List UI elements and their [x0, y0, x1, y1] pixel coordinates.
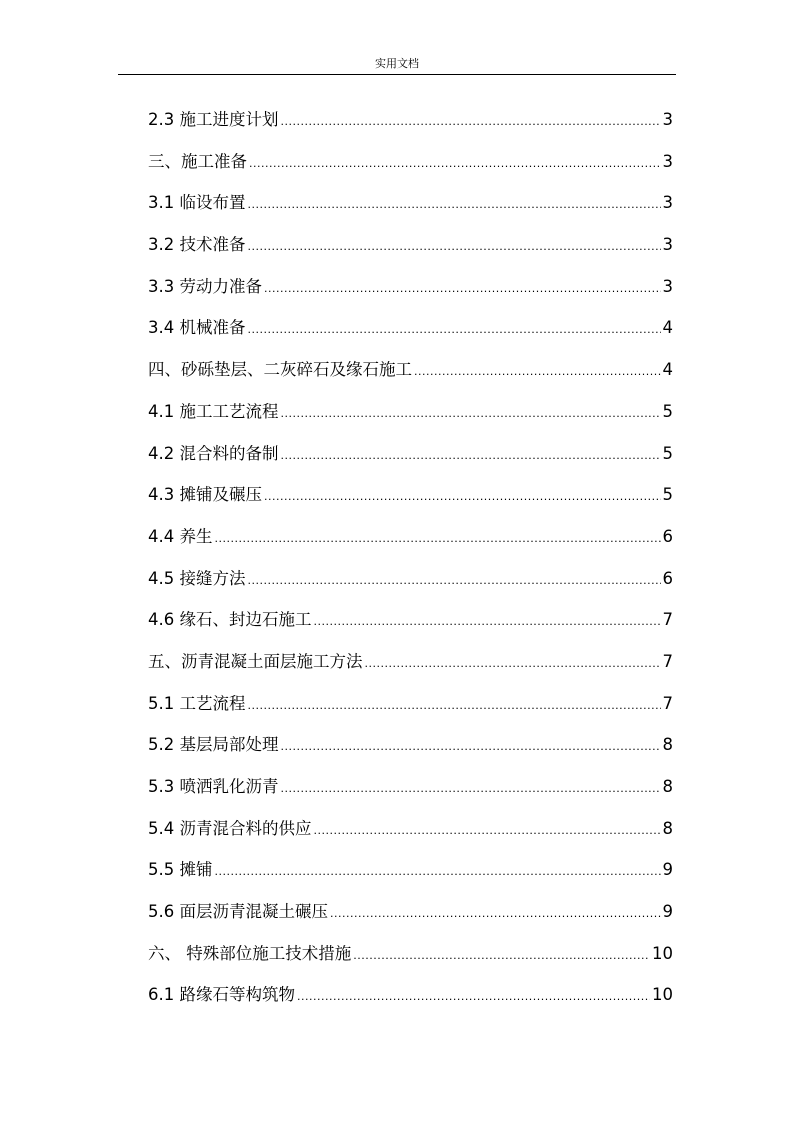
- toc-dot-leader: [215, 851, 661, 893]
- toc-entry[interactable]: [148, 391, 673, 433]
- toc-entry-page: 4: [662, 318, 673, 338]
- toc-dot-leader: [248, 560, 661, 602]
- toc-entry-page: 10: [652, 985, 673, 1005]
- toc-entry[interactable]: [148, 307, 673, 349]
- toc-entry[interactable]: [148, 99, 673, 141]
- toc-entry-label: 4.4 养生: [148, 526, 213, 546]
- toc-entry-label: 4.6 缘石、封边石施工: [148, 610, 312, 630]
- toc-entry-page: 8: [662, 818, 673, 838]
- toc-dot-leader: [314, 601, 661, 643]
- page-header: [118, 56, 676, 75]
- toc-dot-leader: [248, 184, 661, 226]
- toc-entry-page: 6: [662, 568, 673, 588]
- toc-entry[interactable]: [148, 433, 673, 475]
- toc-entry-page: 4: [662, 360, 673, 380]
- toc-entry-label: 3.3 劳动力准备: [148, 276, 262, 296]
- toc-entry[interactable]: [148, 599, 673, 641]
- toc-entry-label: 6.1 路缘石等构筑物: [148, 985, 295, 1005]
- toc-entry-page: 9: [662, 860, 673, 880]
- toc-entry-page: 3: [662, 193, 673, 213]
- toc-dot-leader: [414, 351, 661, 393]
- toc-entry-page: 5: [662, 485, 673, 505]
- toc-entry[interactable]: [148, 474, 673, 516]
- toc-dot-leader: [297, 976, 650, 1018]
- toc-entry-page: 7: [662, 693, 673, 713]
- toc-dot-leader: [264, 476, 661, 518]
- header-title: 实用文档: [375, 57, 419, 70]
- toc-dot-leader: [314, 810, 661, 852]
- toc-entry-page: 8: [662, 735, 673, 755]
- toc-entry-label: 4.3 摊铺及碾压: [148, 485, 262, 505]
- table-of-contents: [148, 99, 673, 1016]
- toc-entry-page: 5: [662, 401, 673, 421]
- toc-entry[interactable]: [148, 974, 673, 1016]
- toc-entry-label: 5.4 沥青混合料的供应: [148, 818, 312, 838]
- toc-entry-label: 4.2 混合料的备制: [148, 443, 279, 463]
- toc-dot-leader: [330, 893, 661, 935]
- toc-entry[interactable]: [148, 808, 673, 850]
- toc-entry-label: 2.3 施工进度计划: [148, 110, 279, 129]
- toc-entry[interactable]: [148, 182, 673, 224]
- toc-dot-leader: [281, 101, 661, 143]
- toc-entry-label: 3.1 临设布置: [148, 193, 246, 213]
- toc-dot-leader: [215, 518, 661, 560]
- toc-entry-label: 五、沥青混凝土面层施工方法: [148, 651, 363, 671]
- toc-entry-label: 5.6 面层沥青混凝土碾压: [148, 902, 328, 922]
- toc-dot-leader: [281, 393, 661, 435]
- toc-entry-label: 5.1 工艺流程: [148, 693, 246, 713]
- toc-entry[interactable]: [148, 891, 673, 933]
- toc-entry-label: 四、砂砾垫层、二灰碎石及缘石施工: [148, 360, 412, 380]
- toc-entry-page: 3: [662, 151, 673, 171]
- toc-entry[interactable]: [148, 683, 673, 725]
- toc-entry-page: 9: [662, 902, 673, 922]
- toc-entry-label: 3.2 技术准备: [148, 235, 246, 255]
- toc-dot-leader: [264, 268, 661, 310]
- toc-entry-label: 5.3 喷洒乳化沥青: [148, 777, 279, 796]
- toc-entry[interactable]: [148, 349, 673, 391]
- toc-entry[interactable]: [148, 558, 673, 600]
- toc-entry[interactable]: [148, 266, 673, 308]
- toc-entry-page: 6: [662, 526, 673, 546]
- toc-dot-leader: [281, 768, 661, 810]
- toc-dot-leader: [281, 726, 661, 768]
- toc-entry[interactable]: [148, 849, 673, 891]
- toc-dot-leader: [353, 935, 650, 977]
- toc-entry-page: 3: [662, 110, 673, 129]
- toc-entry-page: 7: [662, 610, 673, 630]
- toc-dot-leader: [365, 643, 661, 685]
- toc-dot-leader: [248, 685, 661, 727]
- toc-entry[interactable]: [148, 516, 673, 558]
- toc-entry[interactable]: [148, 933, 673, 975]
- toc-entry-label: 5.5 摊铺: [148, 860, 213, 880]
- toc-entry-page: 8: [662, 777, 673, 796]
- toc-entry-label: 3.4 机械准备: [148, 318, 246, 338]
- toc-entry-label: 三、施工准备: [148, 151, 247, 171]
- toc-entry-label: 5.2 基层局部处理: [148, 735, 279, 755]
- toc-entry[interactable]: [148, 641, 673, 683]
- toc-entry[interactable]: [148, 224, 673, 266]
- toc-entry-label: 4.1 施工工艺流程: [148, 401, 279, 421]
- toc-entry[interactable]: [148, 141, 673, 183]
- toc-entry-page: 10: [652, 943, 673, 963]
- toc-entry-page: 3: [662, 235, 673, 255]
- toc-entry[interactable]: [148, 724, 673, 766]
- toc-entry-page: 3: [662, 276, 673, 296]
- toc-entry-page: 5: [662, 443, 673, 463]
- toc-dot-leader: [248, 309, 661, 351]
- toc-dot-leader: [248, 226, 661, 268]
- toc-entry-label: 4.5 接缝方法: [148, 568, 246, 588]
- toc-dot-leader: [249, 143, 661, 185]
- toc-dot-leader: [281, 435, 661, 477]
- toc-entry[interactable]: [148, 766, 673, 808]
- toc-entry-page: 7: [662, 651, 673, 671]
- toc-entry-label: 六、 特殊部位施工技术措施: [148, 943, 352, 963]
